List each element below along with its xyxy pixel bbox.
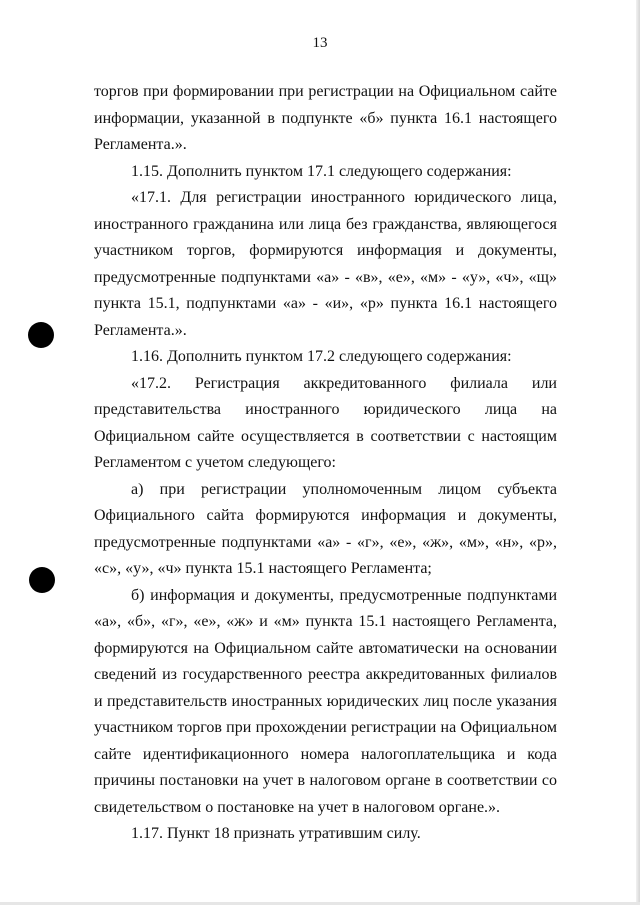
paragraph-clause-17-1: «17.1. Для регистрации иностранного юридического лица, иностранного гражданина или лица без гражданства, являющегося участником торгов, формируются информация и документы, предусмотренные подпунктами «а» - «в», «е», «м» - «у», «ч», «щ» пункта 15.1, подпунктами «а» - «и», «р» пункта 16.1 настоящего Регламента.». xyxy=(94,189,557,339)
scan-edge-shadow xyxy=(636,0,640,905)
paragraph-clause-17-2: «17.2. Регистрация аккредитованного филиала или представительства иностранного юридического лица на Официальном сайте осуществляется в соответствии с настоящим Регламентом с учетом следующего: xyxy=(94,374,557,471)
paragraph-subclause-a: а) при регистрации уполномоченным лицом субъекта Официального сайта формируются информация и документы, предусмотренные подпунктами «а» - «г», «е», «ж», «м», «н», «р», «с», «у», «ч» пункта 15.1 настоящего Регламента; xyxy=(94,480,557,577)
binder-hole-mark xyxy=(28,322,54,348)
document-body xyxy=(94,79,557,848)
paragraph-item-1-17: 1.17. Пункт 18 признать утратившим силу. xyxy=(131,825,421,842)
paragraph-item-1-15: 1.15. Дополнить пунктом 17.1 следующего содержания: xyxy=(131,162,512,180)
paragraph-continuation: торгов при формировании при регистрации на Официальном сайте информации, указанной в подпункте «б» пункта 16.1 настоящего Регламента.». xyxy=(94,83,557,153)
binder-hole-mark xyxy=(29,567,55,593)
paragraph-item-1-16: 1.16. Дополнить пунктом 17.2 следующего содержания: xyxy=(131,348,512,365)
page-number: 13 xyxy=(312,35,328,51)
paragraph-subclause-b: б) информация и документы, предусмотренные подпунктами «а», «б», «г», «е», «ж» и «м» пункта 15.1 настоящего Регламента, формируются на Официальном сайте автоматически на основании сведений из государственного реестра аккредитованных филиалов и представительств иностранных юридических лиц после указания участником торгов при прохождении регистрации на Официальном сайте идентификационного номера налогоплательщика и кода причины постановки на учет в налоговом органе в соответствии со свидетельством о постановке на учет в налоговом органе.». xyxy=(94,586,557,816)
